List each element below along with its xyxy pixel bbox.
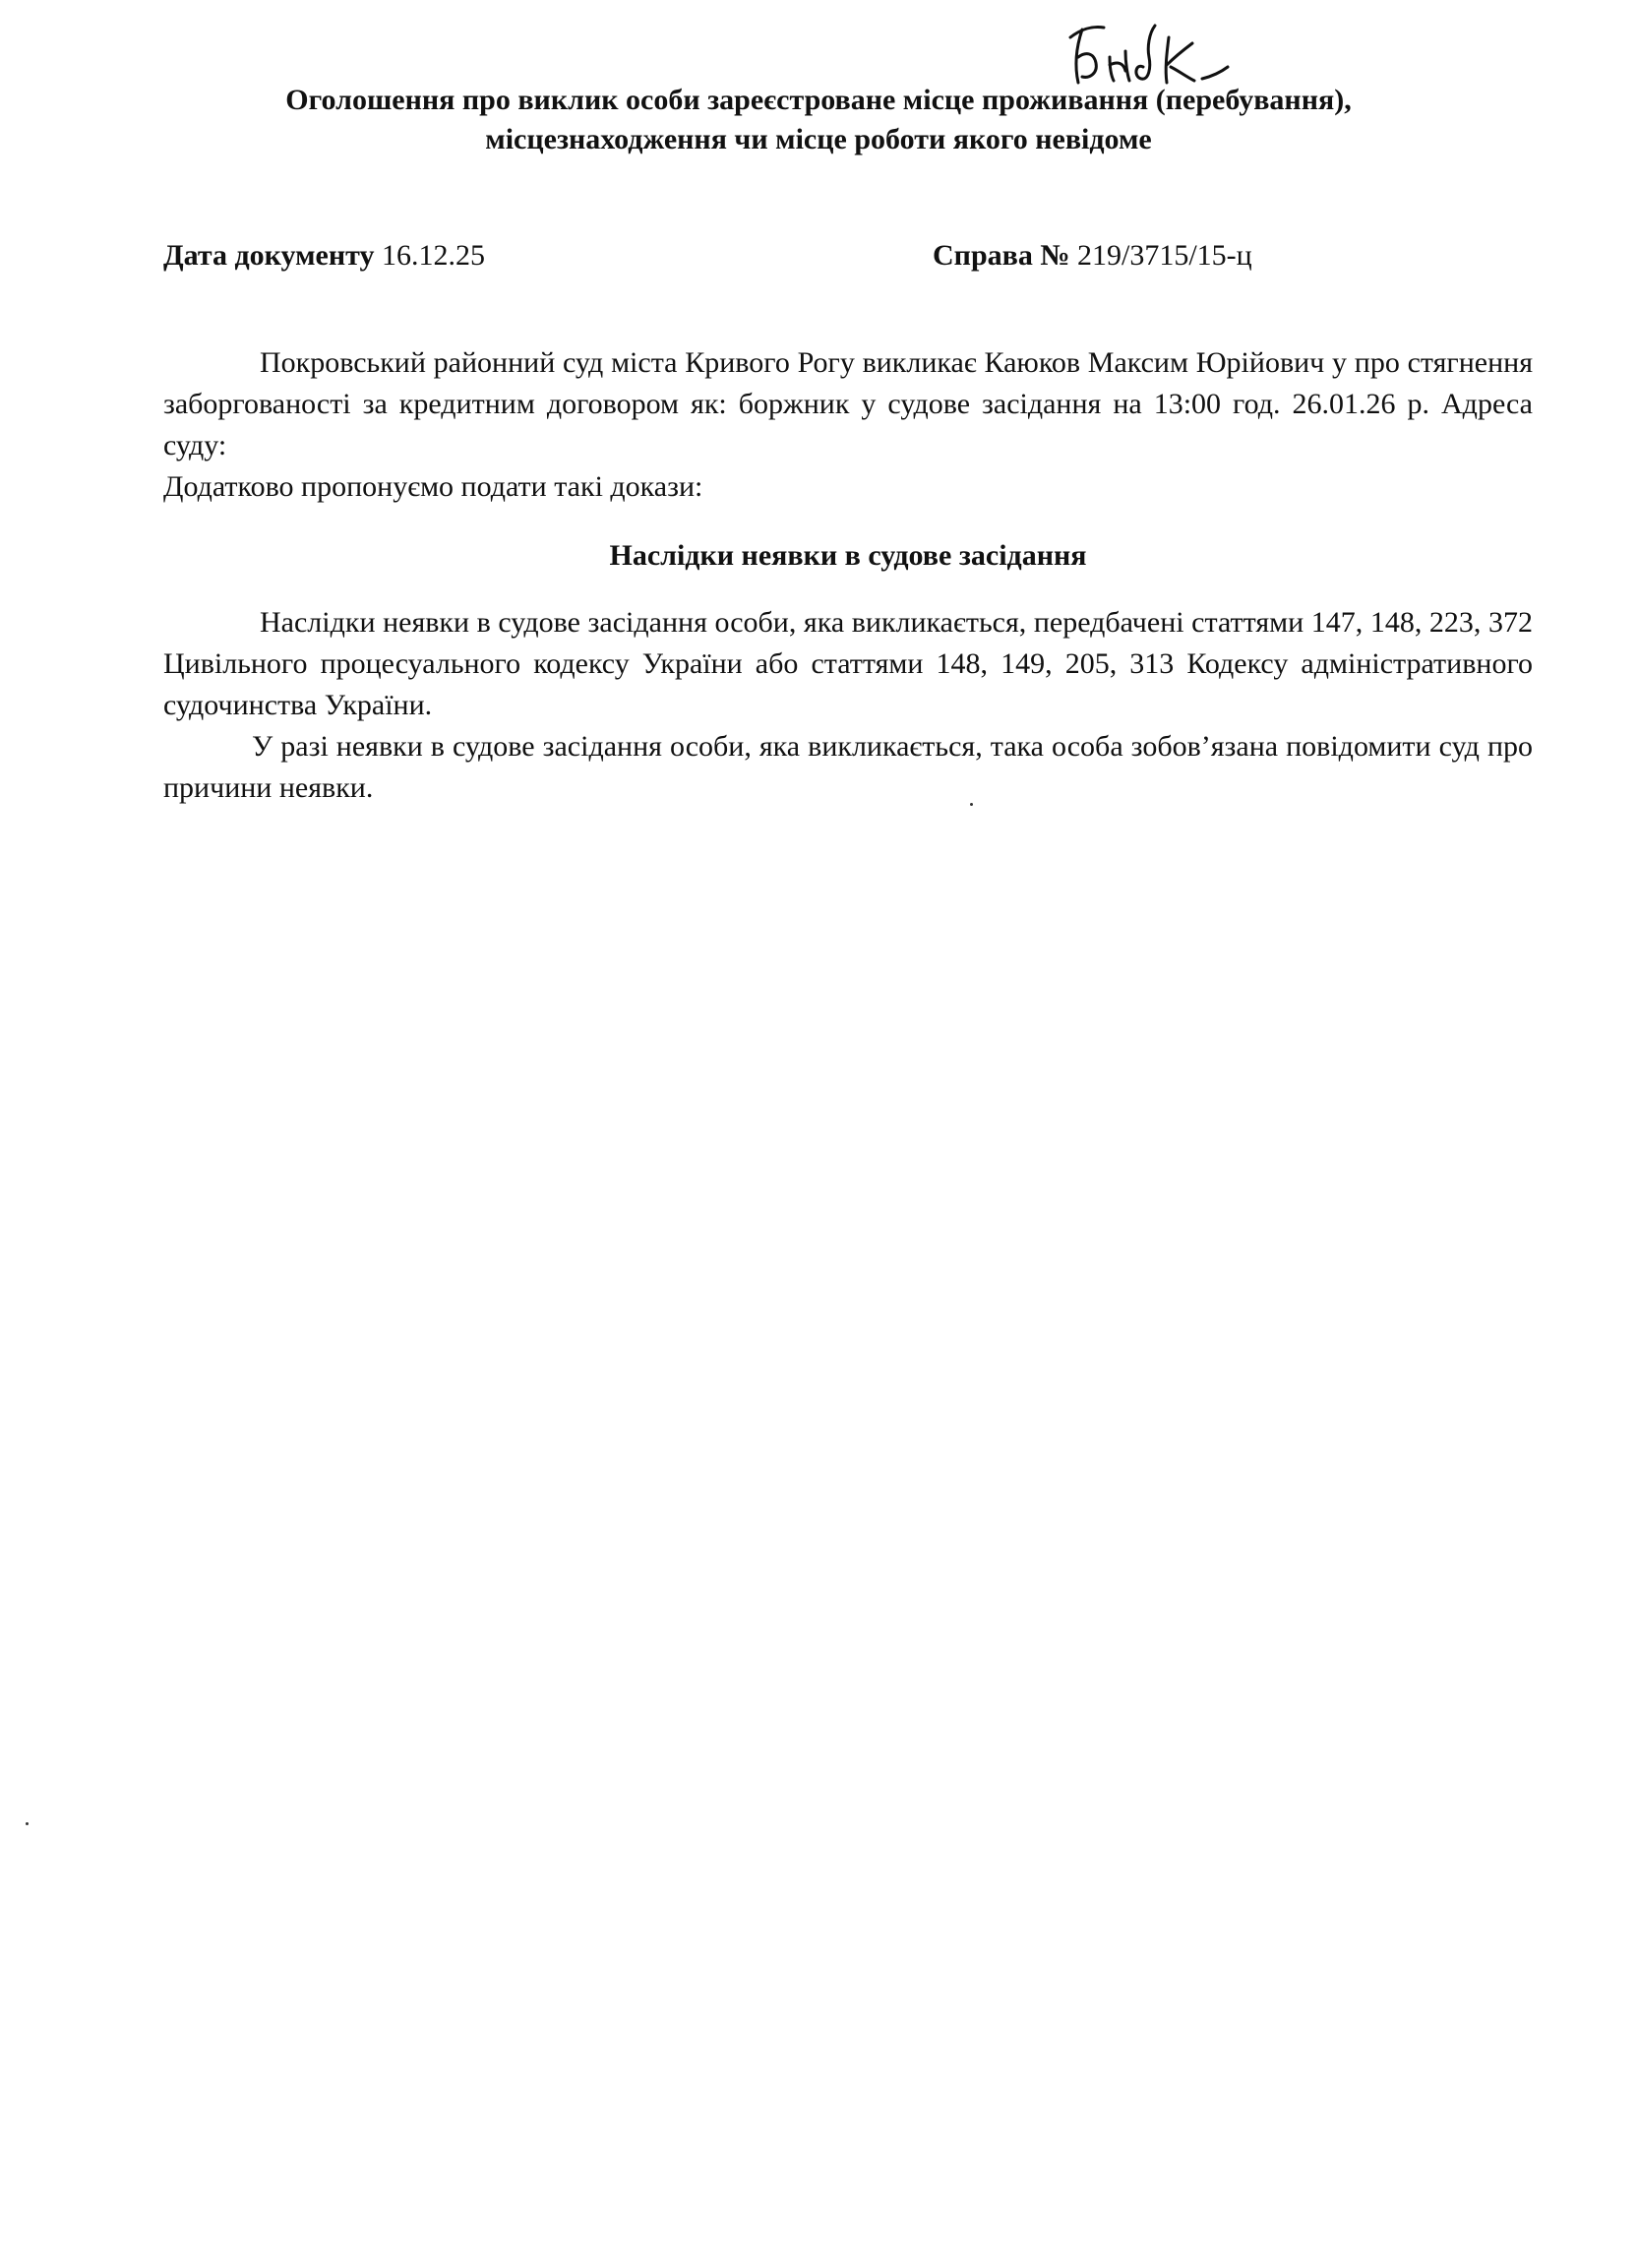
consequences-section	[163, 602, 1533, 809]
scan-speck	[26, 1822, 29, 1825]
consequences-paragraph-2: У разі неявки в судове засідання особи, яка викликається, така особа зобов’язана повідомити суд про причини неявки.	[163, 730, 1533, 804]
title-line-2: місцезнаходження чи місце роботи якого невідоме	[485, 123, 1152, 155]
date-label: Дата документу	[163, 239, 375, 272]
case-value: 219/3715/15-ц	[1076, 239, 1252, 272]
consequences-paragraph-1: Наслідки неявки в судове засідання особи, яка викликається, передбачені статтями 147, 148, 223, 372 Цивільного процесуального кодексу України або статтями 148, 149, 205, 313 Кодексу адміністративного судочинства України.	[163, 606, 1533, 721]
case-number	[933, 236, 1252, 276]
document-title	[118, 81, 1519, 159]
scan-speck	[970, 803, 973, 806]
evidence-line: Додатково пропонуємо подати такі докази:	[163, 470, 703, 503]
case-label: Справа №	[933, 239, 1070, 272]
title-line-1: Оголошення про виклик особи зареєстроване місце проживання (перебування),	[285, 84, 1352, 116]
document-date	[163, 236, 485, 276]
summons-section	[163, 342, 1533, 508]
consequences-heading: Наслідки неявки в судове засідання	[609, 539, 1087, 572]
date-value: 16.12.25	[381, 239, 485, 272]
summons-paragraph: Покровський районний суд міста Кривого Рогу викликає Каюков Максим Юрійович у про стягнення заборгованості за кредитним договором як: боржник у судове засідання на 13:00 год. 26.01.26 р. Адреса суду:	[163, 346, 1533, 461]
